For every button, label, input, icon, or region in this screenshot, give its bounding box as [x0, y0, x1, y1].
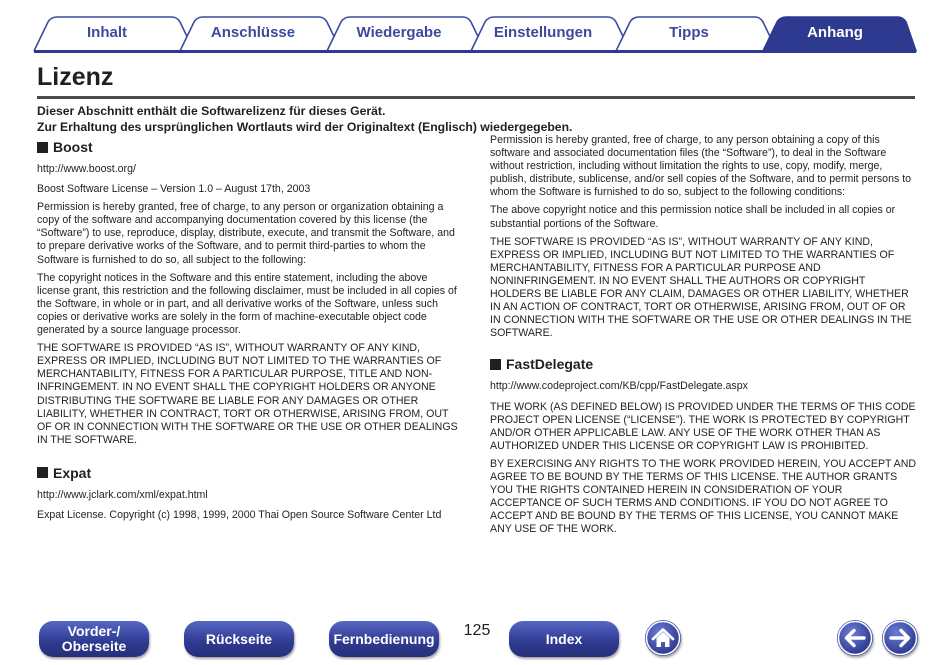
- expat-heading-text: Expat: [53, 464, 92, 481]
- boost-paragraph-4: THE SOFTWARE IS PROVIDED “AS IS”, WITHOUT WARRANTY OF ANY KIND, EXPRESS OR IMPLIED, INCLUDING BUT NOT LIMITED TO THE WARRANTIES OF MERCHANTABILITY, FITNESS FOR A PARTICULAR PURPOSE, TITLE AND NON-INFRINGEMENT. IN NO EVENT SHALL THE COPYRIGHT HOLDERS OR ANYONE DISTRIBUTING THE SOFTWARE BE LIABLE FOR ANY DAMAGES OR OTHER LIABILITY, WHETHER IN CONTRACT, TORT OR OTHERWISE, ARISING FROM, OUT OF OR IN CONNECTION WITH THE SOFTWARE OR THE USE OR OTHER DEALINGS IN THE SOFTWARE.: [37, 342, 458, 446]
- remote-control-label: Fernbedienung: [333, 631, 435, 647]
- tab-anhang[interactable]: Anhang: [807, 24, 863, 41]
- rear-panel-label: Rückseite: [205, 631, 273, 647]
- expat-paragraph-4: THE SOFTWARE IS PROVIDED “AS IS”, WITHOUT WARRANTY OF ANY KIND, EXPRESS OR IMPLIED, INCLUDING BUT NOT LIMITED TO THE WARRANTIES OF MERCHANTABILITY, FITNESS FOR A PARTICULAR PURPOSE AND NONINFRINGEMENT. IN NO EVENT SHALL THE AUTHORS OR COPYRIGHT HOLDERS BE LIABLE FOR ANY CLAIM, DAMAGES OR OTHER LIABILITY, WHETHER IN AN ACTION OF CONTRACT, TORT OR OTHERWISE, ARISING FROM, OUT OF OR IN CONNECTION WITH THE SOFTWARE OR THE USE OR OTHER DEALINGS IN THE SOFTWARE.: [490, 235, 912, 340]
- tab-anschluesse[interactable]: Anschlüsse: [210, 24, 296, 41]
- fastdelegate-url: http://www.codeproject.com/KB/cpp/FastDelegate.aspx: [490, 380, 748, 393]
- boost-url: http://www.boost.org/: [37, 163, 136, 175]
- square-bullet-icon: [37, 467, 48, 478]
- remote-control-button[interactable]: [329, 621, 439, 657]
- front-panel-label-2: Oberseite: [61, 638, 127, 654]
- page-title: Lizenz: [37, 63, 114, 91]
- intro-text: [37, 104, 637, 135]
- section-spacer: [37, 452, 462, 464]
- boost-heading: [37, 138, 462, 156]
- tab-bar: [0, 0, 950, 55]
- fastdelegate-paragraph-2: BY EXERCISING ANY RIGHTS TO THE WORK PROVIDED HEREIN, YOU ACCEPT AND AGREE TO BE BOUND BY THE TERMS OF THIS LICENSE. THE AUTHOR GRANTS YOU THE RIGHTS CONTAINED HEREIN IN CONSIDERATION OF YOUR ACCEPTANCE OF SUCH TERMS AND CONDITIONS. IF YOU DO NOT AGREE TO ACCEPT AND BE BOUND BY THE TERMS OF THIS LICENSE, YOU CANNOT MAKE ANY USE OF THE WORK.: [490, 457, 917, 536]
- square-bullet-icon: [490, 359, 501, 370]
- index-label: Index: [545, 631, 583, 647]
- boost-paragraph-2: Permission is hereby granted, free of charge, to any person or organization obtaining a copy of the software and accompanying documentation covered by this license (the “Software”) to use, reproduce, display, distribute, execute, and transmit the Software, and to prepare derivative works of the Software, and to permit third-parties to whom the Software is furnished to do so, all subject to the following:: [37, 201, 455, 266]
- index-button[interactable]: [509, 621, 619, 657]
- arrow-right-icon: [882, 620, 918, 656]
- tab-inhalt[interactable]: Inhalt: [87, 24, 127, 41]
- tab-wiedergabe[interactable]: Wiedergabe: [356, 24, 442, 41]
- arrow-left-icon: [837, 620, 873, 656]
- square-bullet-icon: [37, 142, 48, 153]
- fastdelegate-paragraph-1: THE WORK (AS DEFINED BELOW) IS PROVIDED UNDER THE TERMS OF THIS CODE PROJECT OPEN LICENSE (“LICENSE”). THE WORK IS PROTECTED BY COPYRIGHT AND/OR OTHER APPLICABLE LAW. ANY USE OF THE WORK OTHER THAN AS AUTHORIZED UNDER THIS LICENSE OR COPYRIGHT LAW IS PROHIBITED.: [490, 400, 916, 452]
- boost-paragraph-1: Boost Software License – Version 1.0 – August 17th, 2003: [37, 183, 311, 196]
- expat-paragraph-3: The above copyright notice and this permission notice shall be included in all copies or substantial portions of the Software.: [490, 204, 896, 230]
- expat-heading: [37, 464, 462, 482]
- front-panel-label-1: Vorder-/: [67, 623, 121, 639]
- title-divider: [37, 96, 915, 99]
- expat-paragraph-2: Permission is hereby granted, free of charge, to any person obtaining a copy of this software and associated documentation files (the “Software”), to deal in the Software without restriction, including without limitation the rights to use, copy, modify, merge, publish, distribute, sublicense, and/or sell copies of the Software, and to permit persons to whom the Software is furnished to do so, subject to the following conditions:: [490, 134, 912, 199]
- fastdelegate-heading-text: FastDelegate: [506, 356, 594, 373]
- tab-tipps[interactable]: Tipps: [669, 24, 709, 41]
- tab-einstellungen[interactable]: Einstellungen: [493, 24, 593, 41]
- left-column: [37, 138, 462, 527]
- page-number: 125: [463, 622, 491, 639]
- fastdelegate-heading: [490, 355, 916, 373]
- previous-page-button[interactable]: [837, 620, 873, 656]
- boost-paragraph-3: The copyright notices in the Software and this entire statement, including the above license grant, this restriction and the following disclaimer, must be included in all copies of the Software, in whole or in part, and all derivative works of the Software, unless such copies or derivative works are solely in the form of machine-executable object code generated by a source language processor.: [37, 271, 457, 337]
- expat-paragraph-1: Expat License. Copyright (c) 1998, 1999, 2000 Thai Open Source Software Center Ltd: [37, 508, 442, 521]
- next-page-button[interactable]: [882, 620, 918, 656]
- home-icon: [645, 620, 681, 656]
- section-spacer: [490, 345, 916, 355]
- intro-line-2: Zur Erhaltung des ursprünglichen Wortlauts wird der Originaltext (Englisch) wiedergegeben.: [37, 119, 573, 134]
- boost-heading-text: Boost: [53, 139, 93, 155]
- rear-panel-button[interactable]: [184, 621, 294, 657]
- intro-line-1: Dieser Abschnitt enthält die Softwarelizenz für dieses Gerät.: [37, 104, 386, 118]
- right-column: [490, 134, 916, 541]
- home-button[interactable]: [645, 620, 681, 656]
- expat-url: http://www.jclark.com/xml/expat.html: [37, 488, 208, 501]
- front-panel-button[interactable]: [39, 621, 149, 657]
